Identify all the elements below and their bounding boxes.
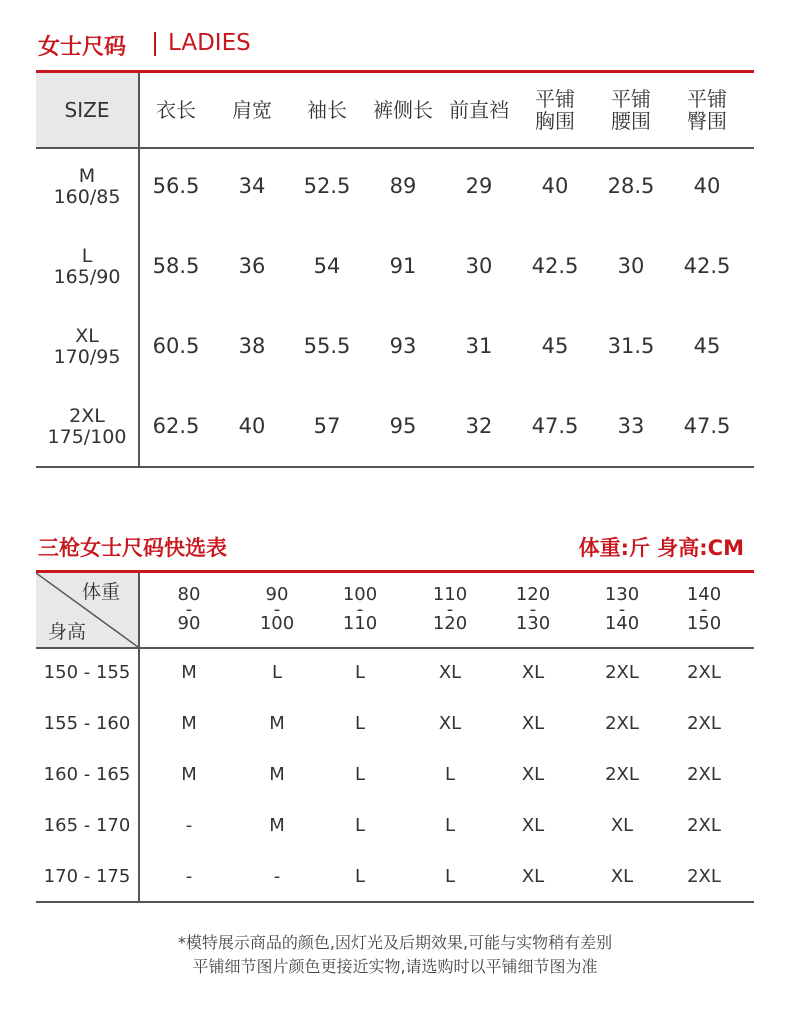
size-spec: 175/100: [47, 426, 127, 448]
weight-from: 140: [686, 583, 722, 605]
weight-from: 80: [177, 583, 201, 605]
weight-range-header: [232, 573, 322, 647]
column-header: 衣长: [156, 98, 196, 122]
weight-from: 130: [604, 583, 640, 605]
height-column-divider: [138, 573, 140, 902]
table-cell: 47.5: [683, 414, 731, 439]
height-range-label: 155 - 160: [43, 712, 131, 734]
size-recommendation: M: [181, 661, 197, 683]
table-cell: 60.5: [152, 334, 200, 359]
weight-dash: -: [185, 598, 193, 620]
weight-range-header: [144, 573, 234, 647]
table-cell: 42.5: [531, 254, 579, 279]
size-recommendation: -: [185, 814, 193, 836]
weight-to: 90: [177, 613, 201, 635]
size-recommendation: XL: [521, 661, 545, 683]
size-recommendation: L: [354, 712, 366, 734]
size-spec: 160/85: [53, 186, 121, 208]
size-name: M: [78, 165, 96, 188]
table-cell: 57: [313, 414, 341, 439]
size-recommendation: 2XL: [687, 712, 721, 734]
weight-dash: -: [529, 598, 537, 620]
size-recommendation: L: [444, 865, 456, 887]
column-header: 袖长: [307, 98, 347, 122]
weight-dash: -: [618, 598, 626, 620]
title-divider: [154, 32, 156, 56]
table-cell: 40: [541, 174, 569, 199]
size-recommendation: L: [354, 865, 366, 887]
table-cell: 31: [465, 334, 493, 359]
size-recommendation: 2XL: [605, 763, 639, 785]
table-cell: 30: [465, 254, 493, 279]
table-cell: 62.5: [152, 414, 200, 439]
size-recommendation: XL: [521, 865, 545, 887]
size-recommendation: L: [444, 763, 456, 785]
weight-range-header: [577, 573, 667, 647]
size-recommendation: 2XL: [605, 661, 639, 683]
size-recommendation: L: [354, 763, 366, 785]
size-recommendation: M: [269, 814, 285, 836]
weight-to: 120: [432, 613, 468, 635]
size-recommendation: -: [185, 865, 193, 887]
table-cell: 28.5: [607, 174, 655, 199]
section2-title: 三枪女士尺码快选表: [38, 536, 227, 560]
table-cell: 30: [617, 254, 645, 279]
table-cell: 32: [465, 414, 493, 439]
weight-to: 100: [259, 613, 295, 635]
size-recommendation: M: [269, 763, 285, 785]
table-cell: 36: [238, 254, 266, 279]
size-recommendation: L: [444, 814, 456, 836]
table-cell: 47.5: [531, 414, 579, 439]
weight-from: 110: [432, 583, 468, 605]
weight-range-header: [405, 573, 495, 647]
footnote-line1: *模特展示商品的颜色,因灯光及后期效果,可能与实物稍有差别: [177, 933, 613, 952]
column-header: 前直裆: [449, 98, 509, 122]
column-header: 肩宽: [232, 98, 272, 122]
height-range-label: 150 - 155: [43, 661, 131, 683]
size-recommendation: 2XL: [687, 661, 721, 683]
size-recommendation: 2XL: [687, 814, 721, 836]
size-recommendation: L: [354, 814, 366, 836]
table-cell: 54: [313, 254, 341, 279]
size-recommendation: L: [271, 661, 283, 683]
table-cell: 58.5: [152, 254, 200, 279]
size-recommendation: XL: [610, 865, 634, 887]
table-cell: 29: [465, 174, 493, 199]
weight-dash: -: [273, 598, 281, 620]
size-label: [36, 147, 138, 227]
column-header: 平铺 胸围: [535, 87, 575, 133]
weight-range-header: [488, 573, 578, 647]
height-range-label: 170 - 175: [43, 865, 131, 887]
size-recommendation: -: [273, 865, 281, 887]
size-recommendation: L: [354, 661, 366, 683]
table-cell: 42.5: [683, 254, 731, 279]
corner-height-label: 身高: [48, 621, 87, 643]
weight-dash: -: [356, 598, 364, 620]
size-name: 2XL: [69, 405, 105, 428]
weight-from: 90: [265, 583, 289, 605]
column-header: 平铺 腰围: [611, 87, 651, 133]
size-label: [36, 387, 138, 467]
size-recommendation: XL: [521, 763, 545, 785]
weight-to: 130: [515, 613, 551, 635]
height-range-label: 160 - 165: [43, 763, 131, 785]
size-recommendation: XL: [438, 661, 462, 683]
weight-dash: -: [700, 598, 708, 620]
table-cell: 45: [541, 334, 569, 359]
corner-weight-label: 体重: [82, 581, 121, 603]
table-cell: 34: [238, 174, 266, 199]
table-cell: 93: [389, 334, 417, 359]
column-header: 平铺 臀围: [687, 87, 727, 133]
table-cell: 55.5: [303, 334, 351, 359]
size-recommendation: M: [181, 763, 197, 785]
table-cell: 38: [238, 334, 266, 359]
section2-units: 体重:斤 身高:CM: [578, 536, 744, 560]
table-cell: 95: [389, 414, 417, 439]
table-cell: 33: [617, 414, 645, 439]
size-recommendation: XL: [521, 712, 545, 734]
size-name: L: [81, 245, 93, 268]
table-cell: 40: [693, 174, 721, 199]
height-range-label: 165 - 170: [43, 814, 131, 836]
size-recommendation: M: [269, 712, 285, 734]
table-cell: 52.5: [303, 174, 351, 199]
size-label: [36, 227, 138, 307]
weight-range-header: [659, 573, 749, 647]
size-recommendation: M: [181, 712, 197, 734]
weight-to: 140: [604, 613, 640, 635]
weight-to: 110: [342, 613, 378, 635]
table-cell: 31.5: [607, 334, 655, 359]
section1-title-en: LADIES: [168, 30, 251, 56]
column-header: 裤侧长: [373, 98, 433, 122]
section1-title-cn: 女士尺码: [38, 35, 127, 60]
size-recommendation: 2XL: [605, 712, 639, 734]
table-cell: 91: [389, 254, 417, 279]
size-recommendation: XL: [521, 814, 545, 836]
size-recommendation: XL: [610, 814, 634, 836]
size-recommendation: 2XL: [687, 763, 721, 785]
size-spec: 165/90: [53, 266, 121, 288]
size-header: SIZE: [64, 98, 110, 122]
table-cell: 45: [693, 334, 721, 359]
table-cell: 89: [389, 174, 417, 199]
size-name: XL: [75, 325, 99, 348]
size-recommendation: 2XL: [687, 865, 721, 887]
table-cell: 56.5: [152, 174, 200, 199]
size-spec: 170/95: [53, 346, 121, 368]
weight-dash: -: [446, 598, 454, 620]
footnote-line2: 平铺细节图片颜色更接近实物,请选购时以平铺细节图为准: [192, 957, 598, 976]
weight-from: 120: [515, 583, 551, 605]
table-cell: 40: [238, 414, 266, 439]
weight-from: 100: [342, 583, 378, 605]
size-label: [36, 307, 138, 387]
weight-range-header: [315, 573, 405, 647]
weight-to: 150: [686, 613, 722, 635]
size-recommendation: XL: [438, 712, 462, 734]
